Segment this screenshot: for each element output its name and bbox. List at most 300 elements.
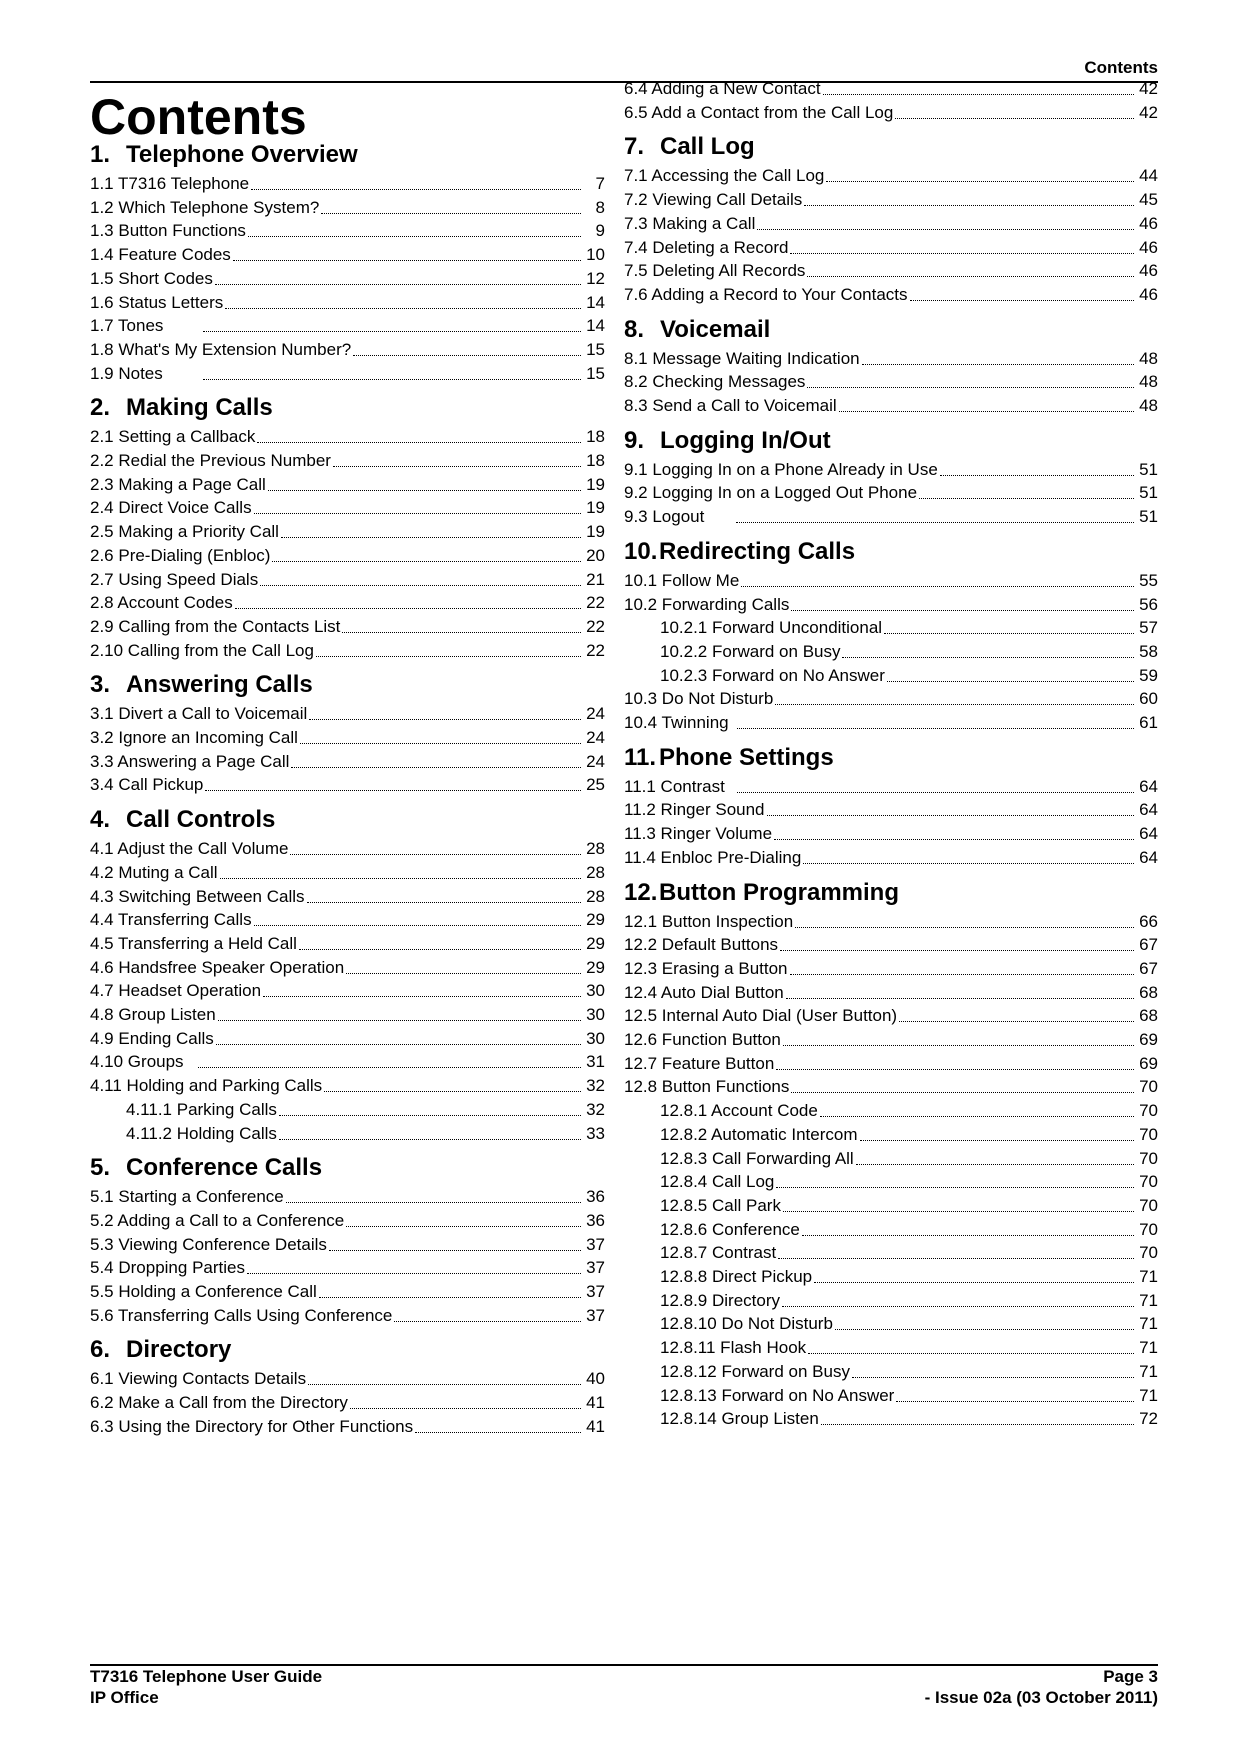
toc-entry[interactable]: [90, 956, 605, 980]
toc-entry[interactable]: [624, 846, 1158, 870]
toc-entry-page: 51: [1139, 483, 1158, 503]
toc-entry[interactable]: [90, 544, 605, 568]
section-title: Call Log: [660, 133, 755, 161]
dot-leader: [802, 1234, 1134, 1236]
toc-entry-title: 2.5 Making a Priority Call: [90, 522, 279, 542]
section-heading: [90, 805, 605, 835]
toc-entry-title: 4.5 Transferring a Held Call: [90, 933, 297, 953]
toc-entry[interactable]: [90, 1050, 605, 1074]
toc-entry[interactable]: [624, 481, 1158, 505]
toc-entry[interactable]: [90, 591, 605, 615]
toc-entry-title: 5.4 Dropping Parties: [90, 1258, 245, 1278]
dot-leader: [776, 1186, 1134, 1188]
toc-entry-page: 69: [1139, 1053, 1158, 1073]
toc-entry-title: 6.5 Add a Contact from the Call Log: [624, 102, 894, 122]
dot-leader: [279, 1138, 581, 1140]
toc-entry-title: 12.5 Internal Auto Dial (User Button): [624, 1006, 898, 1026]
toc-entry-page: 14: [586, 292, 605, 312]
toc-entry-title: 11.4 Enbloc Pre-Dialing: [624, 847, 802, 867]
dot-leader: [324, 1090, 581, 1092]
toc-entry[interactable]: [624, 283, 1158, 307]
dot-leader: [842, 656, 1134, 658]
toc-entry-page: 28: [586, 886, 605, 906]
toc-entry[interactable]: [90, 750, 605, 774]
dot-leader: [353, 354, 581, 356]
toc-entry[interactable]: [624, 687, 1158, 711]
toc-entry-page: 41: [586, 1393, 605, 1413]
toc-entry[interactable]: [90, 726, 605, 750]
toc-entry-title: 4.1 Adjust the Call Volume: [90, 839, 289, 859]
toc-entry-page: 46: [1139, 284, 1158, 304]
toc-entry[interactable]: [660, 1312, 1158, 1336]
toc-entry-page: 71: [1139, 1385, 1158, 1405]
section-number: 8.: [624, 315, 645, 343]
toc-entry-page: 71: [1139, 1361, 1158, 1381]
dot-leader: [887, 680, 1134, 682]
section-number: 11.: [624, 743, 657, 771]
toc-entry-title: 9.3 Logout: [624, 507, 705, 527]
toc-entry-title: 2.1 Setting a Callback: [90, 427, 256, 447]
section-heading: [624, 315, 1158, 345]
dot-leader: [333, 465, 581, 467]
section-title: Conference Calls: [126, 1154, 323, 1182]
toc-entry-title: 6.3 Using the Directory for Other Functions: [90, 1416, 414, 1436]
toc-entry[interactable]: [624, 775, 1158, 799]
toc-entry-title: 8.1 Message Waiting Indication: [624, 348, 860, 368]
toc-entry-title: 8.2 Checking Messages: [624, 372, 806, 392]
dot-leader: [783, 1044, 1134, 1046]
toc-entry[interactable]: [660, 1289, 1158, 1313]
toc-entry-title: 4.2 Muting a Call: [90, 862, 218, 882]
dot-leader: [791, 609, 1134, 611]
section-number: 12.: [624, 878, 658, 906]
toc-entry-title: 1.7 Tones: [90, 316, 164, 336]
toc-entry-title: 3.4 Call Pickup: [90, 775, 204, 795]
toc-entry[interactable]: [90, 568, 605, 592]
toc-entry[interactable]: [90, 773, 605, 797]
toc-entry-page: 37: [586, 1305, 605, 1325]
toc-entry[interactable]: [624, 505, 1158, 529]
toc-entry[interactable]: [660, 1218, 1158, 1242]
dot-leader: [737, 727, 1134, 729]
dot-leader: [860, 1139, 1135, 1141]
toc-entry[interactable]: [90, 1367, 605, 1391]
toc-entry-page: 61: [1139, 713, 1158, 732]
toc-entry-title: 4.11.2 Holding Calls: [126, 1123, 277, 1143]
toc-entry-page: 70: [1139, 1124, 1158, 1144]
toc-entry[interactable]: [90, 1391, 605, 1415]
toc-entry-title: 1.6 Status Letters: [90, 292, 224, 312]
toc-entry[interactable]: [90, 1304, 605, 1328]
dot-leader: [257, 441, 581, 443]
toc-entry-title: 7.4 Deleting a Record: [624, 237, 789, 257]
toc-entry[interactable]: [624, 798, 1158, 822]
toc-entry[interactable]: [90, 520, 605, 544]
toc-entry-title: 7.5 Deleting All Records: [624, 261, 806, 281]
dot-leader: [308, 1383, 581, 1385]
toc-entry[interactable]: [90, 932, 605, 956]
toc-entry-title: 12.7 Feature Button: [624, 1053, 775, 1073]
toc-entry-title: 5.2 Adding a Call to a Conference: [90, 1210, 345, 1230]
section-heading: [90, 140, 605, 170]
toc-entry-title: 7.2 Viewing Call Details: [624, 190, 803, 210]
toc-entry-page: 37: [586, 1258, 605, 1278]
toc-entry-title: 2.4 Direct Voice Calls: [90, 498, 252, 518]
footer-doc-title: T7316 Telephone User Guide: [90, 1667, 323, 1686]
toc-entry-title: 9.1 Logging In on a Phone Already in Use: [624, 459, 938, 479]
toc-entry[interactable]: [624, 212, 1158, 236]
toc-entry-page: 71: [1139, 1338, 1158, 1358]
toc-entry[interactable]: [90, 1185, 605, 1209]
dot-leader: [272, 560, 581, 562]
toc-entry[interactable]: [624, 77, 1158, 101]
footer-page-label: Page 3: [1103, 1667, 1158, 1686]
toc-entry-page: 18: [586, 451, 605, 470]
toc-entry[interactable]: [90, 196, 605, 220]
toc-entry[interactable]: [90, 979, 605, 1003]
toc-entry[interactable]: [624, 569, 1158, 593]
toc-entry-title: 12.3 Erasing a Button: [624, 958, 788, 978]
toc-entry-title: 5.5 Holding a Conference Call: [90, 1282, 317, 1301]
toc-entry-page: 36: [586, 1210, 605, 1230]
toc-entry[interactable]: [624, 394, 1158, 418]
section-number: 10.: [624, 537, 658, 565]
dot-leader: [198, 1066, 581, 1068]
toc-entry[interactable]: [90, 1027, 605, 1051]
toc-entry-title: 11.1 Contrast: [624, 776, 725, 796]
toc-entry-page: 55: [1139, 570, 1158, 590]
section-title: Directory: [126, 1336, 232, 1364]
toc-entry[interactable]: [660, 1407, 1158, 1431]
section-heading: [90, 393, 605, 423]
section-number: 7.: [624, 133, 645, 161]
toc-entry-page: 24: [586, 704, 605, 724]
toc-entry[interactable]: [90, 496, 605, 520]
toc-entry[interactable]: [660, 1170, 1158, 1194]
toc-entry-title: 5.3 Viewing Conference Details: [90, 1234, 327, 1254]
toc-entry-title: 2.10 Calling from the Call Log: [90, 640, 314, 660]
toc-entry-title: 4.4 Transferring Calls: [90, 910, 252, 930]
dot-leader: [281, 536, 581, 538]
toc-entry-page: 41: [586, 1416, 605, 1436]
toc-entry-title: 12.6 Function Button: [624, 1030, 781, 1049]
toc-entry[interactable]: [624, 1028, 1158, 1052]
toc-entry-title: 8.3 Send a Call to Voicemail: [624, 396, 837, 415]
toc-entry-page: 70: [1139, 1148, 1158, 1168]
toc-entry-page: 68: [1139, 982, 1158, 1002]
toc-entry-title: 7.6 Adding a Record to Your Contacts: [624, 284, 908, 304]
toc-entry[interactable]: [624, 910, 1158, 934]
toc-entry-page: 22: [586, 593, 605, 613]
toc-entry[interactable]: [660, 1194, 1158, 1218]
toc-entry[interactable]: [90, 1003, 605, 1027]
toc-entry[interactable]: [126, 1122, 605, 1146]
section-number: 6.: [90, 1336, 111, 1364]
toc-entry-page: 46: [1139, 213, 1158, 233]
toc-entry-title: 1.4 Feature Codes: [90, 245, 231, 265]
toc-entry-page: 7: [595, 174, 605, 193]
dot-leader: [804, 204, 1134, 206]
toc-entry-page: 32: [586, 1099, 605, 1119]
dot-leader: [895, 117, 1134, 119]
dot-leader: [786, 997, 1134, 999]
section-number: 5.: [90, 1154, 111, 1182]
toc-entry[interactable]: [90, 885, 605, 909]
toc-entry-title: 4.10 Groups: [90, 1052, 184, 1072]
toc-entry-page: 57: [1139, 618, 1158, 638]
toc-entry-title: 12.8.3 Call Forwarding All: [660, 1148, 854, 1168]
toc-entry-page: 48: [1139, 396, 1158, 415]
toc-entry[interactable]: [90, 702, 605, 726]
toc-entry[interactable]: [90, 1074, 605, 1098]
toc-entry[interactable]: [90, 473, 605, 497]
toc-entry-title: 7.1 Accessing the Call Log: [624, 166, 825, 186]
dot-leader: [247, 1272, 581, 1274]
dot-leader: [899, 1020, 1134, 1022]
dot-leader: [791, 1091, 1134, 1093]
toc-entry[interactable]: [660, 1147, 1158, 1171]
dot-leader: [852, 1376, 1134, 1378]
toc-entry[interactable]: [624, 259, 1158, 283]
toc-entry-title: 3.2 Ignore an Incoming Call: [90, 728, 298, 747]
toc-entry[interactable]: [90, 291, 605, 315]
dot-leader: [233, 259, 581, 261]
toc-entry-title: 6.4 Adding a New Contact: [624, 79, 821, 98]
toc-entry-page: 33: [586, 1123, 605, 1143]
toc-entry-page: 15: [586, 363, 605, 383]
toc-entry-title: 12.8.14 Group Listen: [660, 1409, 819, 1429]
dot-leader: [286, 1201, 581, 1203]
toc-entry[interactable]: [90, 639, 605, 663]
toc-entry[interactable]: [624, 1004, 1158, 1028]
toc-entry-page: 64: [1139, 776, 1158, 796]
toc-entry[interactable]: [660, 1384, 1158, 1408]
toc-entry-title: 2.9 Calling from the Contacts List: [90, 616, 341, 636]
toc-entry-title: 2.2 Redial the Previous Number: [90, 451, 331, 470]
toc-entry[interactable]: [90, 908, 605, 932]
toc-entry-title: 4.6 Handsfree Speaker Operation: [90, 957, 345, 977]
dot-leader: [251, 188, 581, 190]
toc-entry[interactable]: [624, 933, 1158, 957]
toc-entry-page: 70: [1139, 1195, 1158, 1215]
section-number: 2.: [90, 394, 111, 422]
section-title: Answering Calls: [126, 671, 313, 699]
toc-entry[interactable]: [126, 1098, 605, 1122]
toc-entry-title: 12.8.9 Directory: [660, 1290, 780, 1310]
toc-entry[interactable]: [90, 425, 605, 449]
toc-entry[interactable]: [660, 1336, 1158, 1360]
toc-entry-page: 8: [595, 197, 605, 217]
toc-entry-page: 18: [586, 427, 605, 447]
toc-entry[interactable]: [624, 164, 1158, 188]
toc-entry-title: 12.8.10 Do Not Disturb: [660, 1314, 833, 1334]
toc-entry-title: 4.11.1 Parking Calls: [126, 1099, 277, 1119]
toc-entry-page: 37: [586, 1282, 605, 1301]
toc-entry-page: 31: [586, 1052, 605, 1072]
toc-entry[interactable]: [90, 314, 605, 338]
toc-entry[interactable]: [624, 236, 1158, 260]
toc-entry[interactable]: [90, 267, 605, 291]
toc-entry[interactable]: [90, 449, 605, 473]
toc-entry[interactable]: [90, 837, 605, 861]
toc-entry[interactable]: [660, 1265, 1158, 1289]
toc-entry-page: 51: [1139, 459, 1158, 479]
dot-leader: [741, 585, 1134, 587]
dot-leader: [316, 655, 581, 657]
toc-entry[interactable]: [624, 101, 1158, 125]
toc-entry[interactable]: [624, 822, 1158, 846]
toc-entry[interactable]: [624, 711, 1158, 735]
toc-entry-title: 11.3 Ringer Volume: [624, 824, 773, 844]
toc-entry-title: 3.1 Divert a Call to Voicemail: [90, 704, 308, 724]
toc-entry[interactable]: [624, 347, 1158, 371]
toc-entry-page: 37: [586, 1234, 605, 1254]
toc-entry-page: 14: [586, 316, 605, 336]
toc-entry-title: 1.9 Notes: [90, 363, 163, 383]
toc-entry[interactable]: [624, 981, 1158, 1005]
toc-entry-title: 1.5 Short Codes: [90, 268, 213, 288]
toc-entry-page: 72: [1139, 1409, 1158, 1429]
toc-entry-title: 12.8.6 Conference: [660, 1219, 800, 1239]
dot-leader: [300, 742, 581, 744]
section-title: Redirecting Calls: [659, 537, 856, 565]
dot-leader: [826, 180, 1134, 182]
dot-leader: [780, 949, 1134, 951]
section-heading: [624, 132, 1158, 162]
toc-entry[interactable]: [90, 1256, 605, 1280]
dot-leader: [205, 789, 581, 791]
toc-entry-title: 10.2.2 Forward on Busy: [660, 641, 841, 661]
toc-entry-page: 20: [586, 545, 605, 565]
toc-entry-page: 24: [586, 728, 605, 747]
dot-leader: [807, 386, 1134, 388]
toc-entry[interactable]: [624, 188, 1158, 212]
toc-entry-title: 2.8 Account Codes: [90, 593, 233, 613]
toc-entry-page: 22: [586, 616, 605, 636]
footer-left: [90, 1666, 322, 1708]
section-heading: [90, 670, 605, 700]
toc-entry[interactable]: [660, 1360, 1158, 1384]
section-heading: [624, 426, 1158, 456]
dot-leader: [254, 924, 581, 926]
toc-entry-title: 2.6 Pre-Dialing (Enbloc): [90, 545, 271, 565]
toc-entry[interactable]: [90, 1209, 605, 1233]
toc-entry-page: 70: [1139, 1101, 1158, 1121]
toc-entry-title: 1.3 Button Functions: [90, 221, 246, 241]
dot-leader: [268, 489, 581, 491]
toc-entry[interactable]: [90, 338, 605, 362]
toc-entry-page: 67: [1139, 935, 1158, 955]
dot-leader: [299, 948, 581, 950]
dot-leader: [321, 212, 581, 214]
toc-entry-title: 10.2.3 Forward on No Answer: [660, 665, 885, 685]
toc-entry-title: 12.8.7 Contrast: [660, 1243, 777, 1263]
dot-leader: [342, 631, 581, 633]
dot-leader: [856, 1163, 1134, 1165]
dot-leader: [803, 862, 1134, 864]
toc-entry[interactable]: [90, 861, 605, 885]
toc-entry[interactable]: [660, 664, 1158, 688]
toc-entry-title: 12.8.8 Direct Pickup: [660, 1267, 813, 1286]
toc-entry[interactable]: [660, 1099, 1158, 1123]
toc-entry-title: 10.4 Twinning: [624, 713, 729, 732]
toc-entry-page: 46: [1139, 237, 1158, 257]
footer-product: IP Office: [90, 1688, 159, 1707]
toc-entry[interactable]: [90, 1233, 605, 1257]
toc-entry-title: 12.8.11 Flash Hook: [660, 1338, 807, 1358]
toc-entry[interactable]: [660, 1123, 1158, 1147]
toc-entry-page: 40: [586, 1369, 605, 1389]
toc-entry-page: 24: [586, 751, 605, 771]
toc-entry-page: 64: [1139, 800, 1158, 820]
toc-entry[interactable]: [90, 172, 605, 196]
toc-entry[interactable]: [624, 957, 1158, 981]
toc-entry-page: 67: [1139, 958, 1158, 978]
toc-entry-page: 21: [586, 569, 605, 589]
section-number: 4.: [90, 806, 111, 834]
dot-leader: [291, 766, 581, 768]
toc-entry-title: 6.1 Viewing Contacts Details: [90, 1369, 307, 1389]
section-title: Telephone Overview: [126, 141, 358, 168]
dot-leader: [203, 378, 581, 380]
dot-leader: [919, 497, 1134, 499]
toc-entry-page: 19: [586, 522, 605, 542]
toc-entry[interactable]: [90, 615, 605, 639]
toc-entry[interactable]: [624, 370, 1158, 394]
dot-leader: [896, 1400, 1134, 1402]
toc-entry-title: 2.3 Making a Page Call: [90, 474, 266, 494]
toc-entry-page: 10: [586, 245, 605, 265]
toc-entry-title: 10.3 Do Not Disturb: [624, 689, 774, 709]
dot-leader: [814, 1281, 1134, 1283]
toc-entry[interactable]: [660, 1241, 1158, 1265]
toc-entry[interactable]: [90, 362, 605, 386]
dot-leader: [940, 474, 1134, 476]
toc-entry[interactable]: [624, 1052, 1158, 1076]
toc-entry[interactable]: [624, 593, 1158, 617]
toc-entry[interactable]: [624, 458, 1158, 482]
footer-issue: - Issue 02a (03 October 2011): [924, 1688, 1158, 1707]
dot-leader: [290, 853, 581, 855]
toc-entry-page: 29: [586, 910, 605, 930]
toc-entry-title: 5.1 Starting a Conference: [90, 1187, 284, 1207]
toc-entry-page: 71: [1139, 1314, 1158, 1334]
toc-entry[interactable]: [90, 1415, 605, 1439]
toc-entry-title: 10.1 Follow Me: [624, 570, 740, 590]
toc-entry[interactable]: [90, 243, 605, 267]
dot-leader: [910, 299, 1134, 301]
dot-leader: [203, 330, 581, 332]
toc-entry-page: 42: [1139, 102, 1158, 122]
dot-leader: [346, 972, 581, 974]
toc-entry[interactable]: [624, 1075, 1158, 1099]
toc-entry-title: 1.1 T7316 Telephone: [90, 174, 250, 193]
toc-entry[interactable]: [660, 616, 1158, 640]
dot-leader: [737, 791, 1134, 793]
page-title: Contents: [90, 89, 307, 145]
toc-entry-title: 3.3 Answering a Page Call: [90, 751, 290, 771]
toc-entry[interactable]: [90, 219, 605, 243]
dot-leader: [790, 252, 1134, 254]
toc-entry-title: 12.8.4 Call Log: [660, 1172, 775, 1192]
toc-entry-page: 71: [1139, 1290, 1158, 1310]
toc-entry-title: 11.2 Ringer Sound: [624, 800, 765, 820]
toc-entry[interactable]: [90, 1280, 605, 1304]
dot-leader: [795, 926, 1134, 928]
toc-entry[interactable]: [660, 640, 1158, 664]
toc-entry-page: 70: [1139, 1172, 1158, 1192]
toc-entry-page: 48: [1139, 348, 1158, 368]
